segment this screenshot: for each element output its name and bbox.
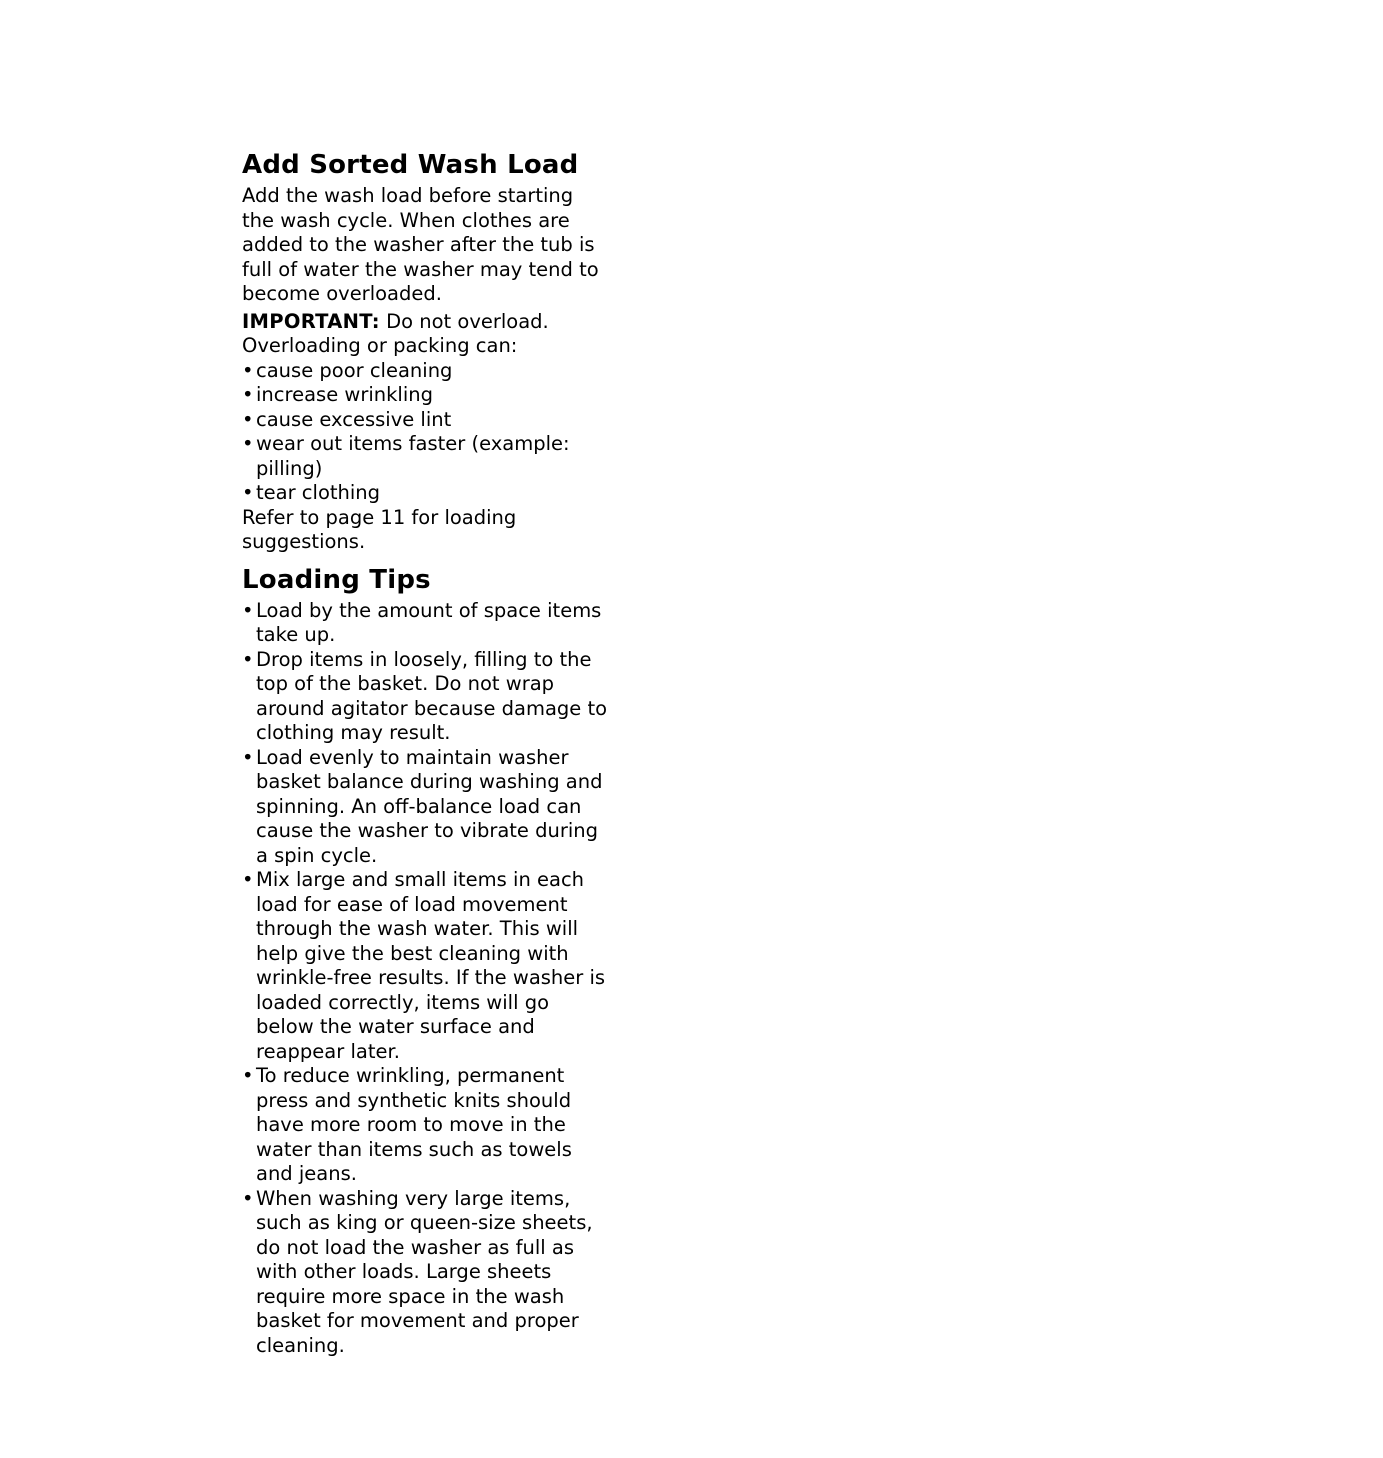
list-item: • cause poor cleaning	[242, 358, 453, 382]
list-item: • wear out items faster (example: pilling)	[242, 432, 570, 480]
bullet-icon: •	[242, 1064, 254, 1087]
list-item: • Load by the amount of space items take up.	[242, 598, 602, 646]
bullet-icon: •	[242, 1186, 254, 1210]
bullet-icon: •	[242, 358, 254, 382]
list-item: • Load evenly to maintain washer basket balance during washing and spinning. An off-balance load can cause the washer to vibrate during a spin cycle.	[242, 745, 603, 867]
list-item: • tear clothing	[242, 481, 381, 504]
list-item: • When washing very large items, such as king or queen-size sheets, do not load the washer as full as with other loads. Large sheets require more space in the wash basket for movement and proper cleaning.	[242, 1186, 593, 1357]
important-text: Do not overload.	[379, 309, 549, 333]
section-heading-add-sorted-wash-load: Add Sorted Wash Load	[242, 150, 579, 180]
bullet-icon: •	[242, 647, 254, 671]
bullet-icon: •	[242, 598, 254, 622]
loading-tips-list	[242, 599, 632, 1359]
list-item: • To reduce wrinkling, permanent press and synthetic knits should have more room to move in the water than items such as towels and jeans.	[242, 1064, 572, 1185]
list-item: • cause excessive lint	[242, 407, 452, 431]
overload-list	[242, 359, 632, 506]
important-note	[242, 310, 632, 335]
refer-paragraph: Refer to page 11 for loading suggestions.	[242, 505, 517, 553]
bullet-icon: •	[242, 745, 254, 769]
section-heading-loading-tips: Loading Tips	[242, 564, 431, 595]
bullet-icon: •	[242, 407, 254, 431]
list-item: • Drop items in loosely, filling to the top of the basket. Do not wrap around agitator because damage to clothing may result.	[242, 647, 608, 744]
manual-column	[242, 148, 632, 1358]
list-item: • Mix large and small items in each load for ease of load movement through the wash water. This will help give the best cleaning with wrinkle-free results. If the washer is loaded correctly, items will go below the water surface and reappear later.	[242, 868, 606, 1063]
bullet-icon: •	[242, 868, 254, 891]
important-label: IMPORTANT:	[242, 309, 380, 333]
overload-lead: Overloading or packing can:	[242, 334, 518, 357]
list-item: • increase wrinkling	[242, 383, 433, 406]
intro-paragraph: Add the wash load before starting the wash cycle. When clothes are added to the washer after the tub is full of water the washer may tend to become overloaded.	[242, 184, 599, 305]
bullet-icon: •	[242, 432, 254, 455]
bullet-icon: •	[242, 383, 254, 406]
bullet-icon: •	[242, 481, 254, 504]
